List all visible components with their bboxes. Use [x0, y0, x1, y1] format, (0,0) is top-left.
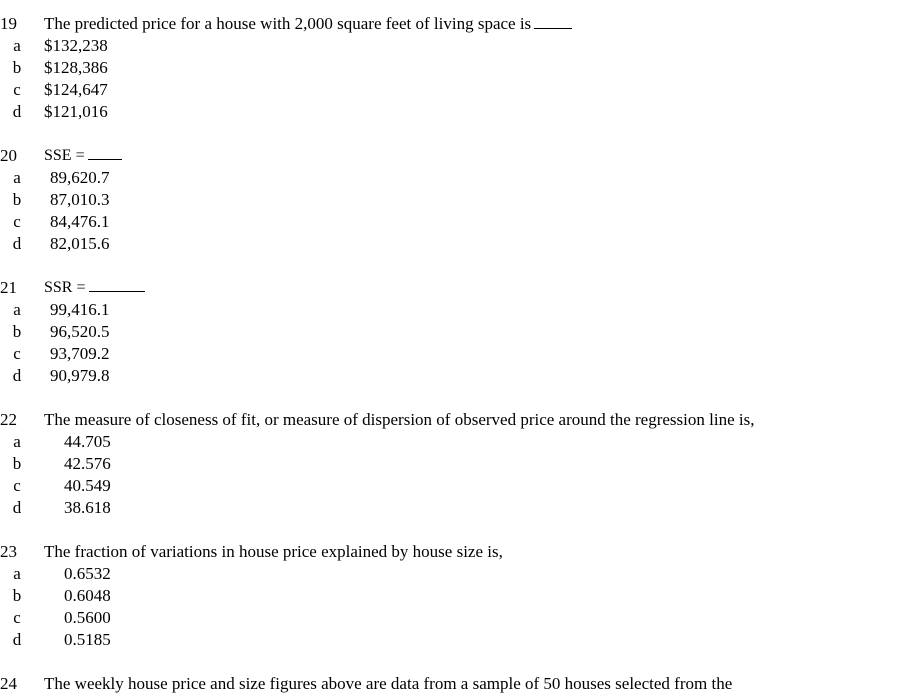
question-number: 20: [0, 146, 17, 165]
answer-blank: [89, 277, 145, 292]
option-d: [0, 233, 910, 255]
option-c: [0, 211, 910, 233]
question-24: [0, 673, 910, 695]
option-d: [0, 497, 910, 519]
option-letter: a: [13, 564, 21, 583]
question-20: [0, 145, 910, 255]
question-text: SSE =: [44, 145, 122, 167]
question-line: [0, 145, 910, 167]
answer-blank: [534, 14, 572, 29]
question-number: 24: [0, 674, 17, 693]
option-value: 82,015.6: [50, 234, 110, 253]
option-letter: d: [12, 366, 22, 385]
option-a: [0, 299, 910, 321]
option-value: 99,416.1: [50, 300, 110, 319]
question-22: [0, 409, 910, 519]
option-value: $124,647: [44, 80, 108, 99]
option-value: $121,016: [44, 102, 108, 121]
question-number: 19: [0, 14, 17, 33]
option-letter: c: [13, 80, 21, 99]
question-line: [0, 13, 910, 35]
option-letter: a: [13, 300, 21, 319]
option-b: [0, 189, 910, 211]
option-letter: c: [13, 212, 21, 231]
option-c: [0, 343, 910, 365]
question-text: The measure of closeness of fit, or measure of dispersion of observed price around the regression line is,: [44, 410, 755, 429]
question-text: The fraction of variations in house price explained by house size is,: [44, 542, 503, 561]
option-b: [0, 321, 910, 343]
option-value: 0.5600: [64, 608, 111, 627]
question-text: The weekly house price and size figures above are data from a sample of 50 houses selected from the: [44, 674, 733, 693]
question-line: [0, 277, 910, 299]
option-value: 44.705: [64, 432, 111, 451]
option-value: 0.6048: [64, 586, 111, 605]
option-value: 0.6532: [64, 564, 111, 583]
option-letter: d: [12, 234, 22, 253]
option-letter: d: [12, 102, 22, 121]
option-letter: b: [12, 454, 22, 473]
option-value: 40.549: [64, 476, 111, 495]
option-c: [0, 79, 910, 101]
question-23: [0, 541, 910, 651]
option-value: 89,620.7: [50, 168, 110, 187]
option-letter: d: [12, 498, 22, 517]
option-value: 96,520.5: [50, 322, 110, 341]
question-number: 21: [0, 278, 17, 297]
option-letter: b: [12, 58, 22, 77]
option-b: [0, 585, 910, 607]
option-letter: a: [13, 168, 21, 187]
option-b: [0, 453, 910, 475]
option-letter: b: [12, 586, 22, 605]
option-b: [0, 57, 910, 79]
option-a: [0, 167, 910, 189]
option-value: 0.5185: [64, 630, 111, 649]
question-text: SSR =: [44, 277, 145, 299]
option-a: [0, 431, 910, 453]
option-letter: c: [13, 344, 21, 363]
option-letter: b: [12, 190, 22, 209]
option-value: 93,709.2: [50, 344, 110, 363]
option-value: $132,238: [44, 36, 108, 55]
option-a: [0, 35, 910, 57]
question-text: The predicted price for a house with 2,000 square feet of living space is: [44, 13, 572, 35]
option-d: [0, 365, 910, 387]
option-letter: a: [13, 36, 21, 55]
option-value: 90,979.8: [50, 366, 110, 385]
question-21: [0, 277, 910, 387]
option-letter: b: [12, 322, 22, 341]
option-value: 87,010.3: [50, 190, 110, 209]
option-value: 84,476.1: [50, 212, 110, 231]
answer-blank: [88, 145, 122, 160]
option-d: [0, 101, 910, 123]
question-line: [0, 673, 910, 695]
option-letter: c: [13, 608, 21, 627]
option-value: 38.618: [64, 498, 111, 517]
option-d: [0, 629, 910, 651]
option-c: [0, 607, 910, 629]
question-number: 22: [0, 410, 17, 429]
option-value: $128,386: [44, 58, 108, 77]
option-letter: d: [12, 630, 22, 649]
question-line: [0, 409, 910, 431]
question-number: 23: [0, 542, 17, 561]
option-c: [0, 475, 910, 497]
option-value: 42.576: [64, 454, 111, 473]
option-letter: a: [13, 432, 21, 451]
option-a: [0, 563, 910, 585]
question-19: [0, 13, 910, 123]
option-letter: c: [13, 476, 21, 495]
question-line: [0, 541, 910, 563]
